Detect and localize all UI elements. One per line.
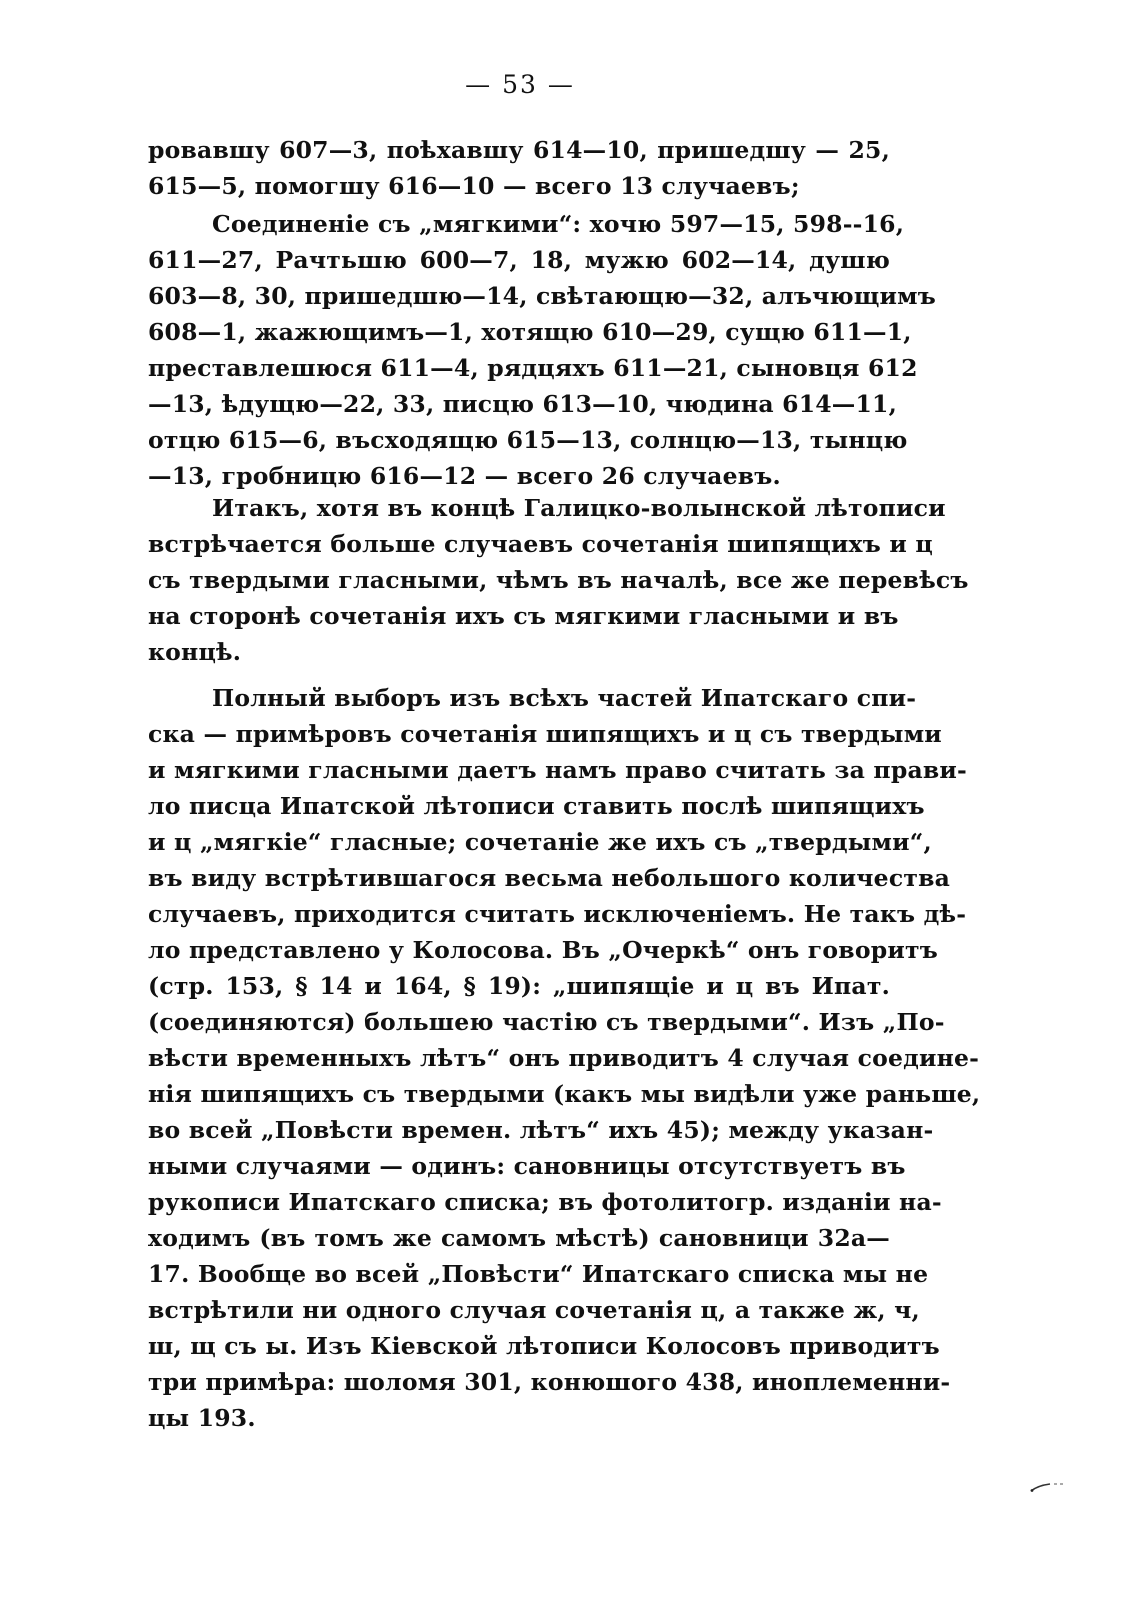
text-line: во всей „Повѣсти времен. лѣтъ“ ихъ 45); между указан- — [148, 1116, 934, 1144]
text-line: 608—1, жажющимъ—1, хотящю 610—29, сущю 611—1, — [148, 318, 912, 346]
text-line: съ твердыми гласными, чѣмъ въ началѣ, все же перевѣсъ — [148, 566, 969, 594]
text-line: (соединяются) большею частію съ твердыми“. Изъ „По- — [148, 1008, 945, 1036]
text-line: ска — примѣровъ сочетанія шипящихъ и ц съ твердыми — [148, 720, 942, 748]
text-line: Итакъ, хотя въ концѣ Галицко-волынской лѣтописи — [212, 494, 946, 522]
paragraph-3 — [148, 490, 969, 670]
text-line: и мягкими гласными даетъ намъ право считать за прави- — [148, 756, 967, 784]
text-line: ходимъ (въ томъ же самомъ мѣстѣ) сановници 32а— — [148, 1224, 890, 1252]
paragraph-2 — [148, 206, 936, 494]
paragraph-1 — [148, 132, 890, 204]
text-line: 611—27, Рачтьшю 600—7, 18, мужю 602—14, душю — [148, 246, 890, 274]
text-line: 603—8, 30, пришедшю—14, свѣтающю—32, алъчющимъ — [148, 282, 936, 310]
text-line: и ц „мягкіе“ гласные; сочетаніе же ихъ съ „твердыми“, — [148, 828, 932, 856]
text-line: Полный выборъ изъ всѣхъ частей Ипатскаго спи- — [212, 684, 917, 712]
text-line: вѣсти временныхъ лѣтъ“ онъ приводитъ 4 случая соедине- — [148, 1044, 980, 1072]
text-line: цы 193. — [148, 1404, 256, 1432]
text-line: —13, гробницю 616—12 — всего 26 случаевъ. — [148, 462, 781, 490]
text-line: встрѣтили ни одного случая сочетанія ц, а также ж, ч, — [148, 1296, 920, 1324]
text-line: встрѣчается больше случаевъ сочетанія шипящихъ и ц — [148, 530, 933, 558]
text-line: на сторонѣ сочетанія ихъ съ мягкими гласными и въ — [148, 602, 899, 630]
text-line: (стр. 153, § 14 и 164, § 19): „шипящіе и ц въ Ипат. — [148, 972, 890, 1000]
text-line: 17. Вообще во всей „Повѣсти“ Ипатскаго списка мы не — [148, 1260, 929, 1288]
text-line: три примѣра: шоломя 301, конюшого 438, иноплеменни- — [148, 1368, 951, 1396]
text-line: Соединеніе съ „мягкими“: хочю 597—15, 598--16, — [212, 210, 905, 238]
text-line: преставлешюся 611—4, рядцяхъ 611—21, сыновця 612 — [148, 354, 918, 382]
text-line: случаевъ, приходится считать исключеніемъ. Не такъ дѣ- — [148, 900, 967, 928]
text-line: ло писца Ипатской лѣтописи ставить послѣ шипящихъ — [148, 792, 925, 820]
text-line: ш, щ съ ы. Изъ Кіевской лѣтописи Колосовъ приводитъ — [148, 1332, 940, 1360]
text-line: 615—5, помогшу 616—10 — всего 13 случаевъ; — [148, 172, 800, 200]
text-line: въ виду встрѣтившагося весьма небольшого количества — [148, 864, 951, 892]
text-line: отцю 615—6, въсходящю 615—13, солнцю—13, тынцю — [148, 426, 908, 454]
text-line: рукописи Ипатскаго списка; въ фотолитогр. изданіи на- — [148, 1188, 942, 1216]
text-line: ными случаями — одинъ: сановницы отсутствуетъ въ — [148, 1152, 906, 1180]
text-line: ло представлено у Колосова. Въ „Очеркѣ“ онъ говоритъ — [148, 936, 938, 964]
text-line: нія шипящихъ съ твердыми (какъ мы видѣли уже раньше, — [148, 1080, 981, 1108]
text-line: концѣ. — [148, 638, 242, 666]
page-number: — 53 — — [465, 70, 575, 99]
text-line: —13, ѣдущю—22, 33, писцю 613—10, чюдина 614—11, — [148, 390, 897, 418]
paragraph-4 — [148, 680, 981, 1436]
ink-mark — [1030, 1482, 1066, 1492]
text-line: ровавшу 607—3, поѣхавшу 614—10, пришедшу — 25, — [148, 136, 890, 164]
